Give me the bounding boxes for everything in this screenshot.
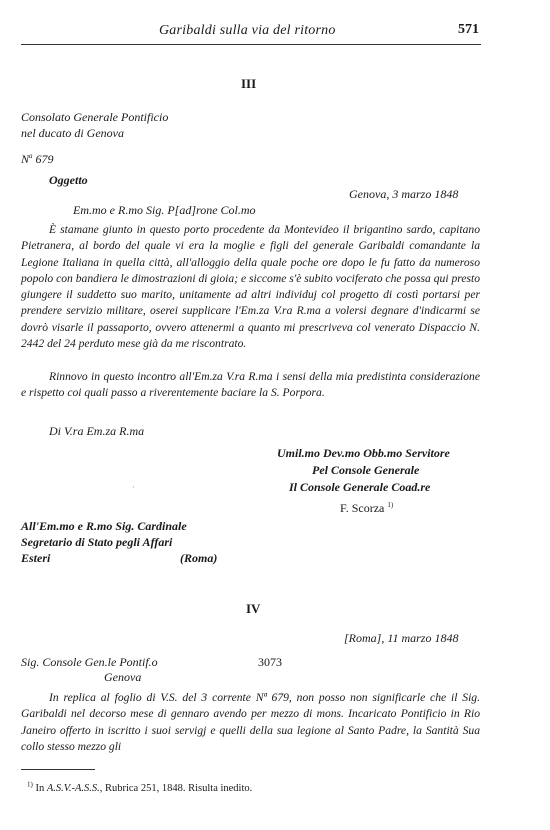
header-rule (21, 44, 481, 45)
protocol-number: 679 (32, 152, 54, 166)
footnote (27, 780, 253, 794)
doc3-signoff-3: Il Console Generale Coad.re (289, 480, 431, 494)
doc3-addressee-place: (Roma) (180, 551, 218, 565)
footnote-marker: 1) (27, 780, 33, 789)
footnote-prefix: In (35, 783, 47, 794)
doc3-closing: Di V.ra Em.za R.ma (49, 424, 145, 438)
doc3-subject-label: Oggetto (49, 173, 88, 187)
doc3-protocol (21, 152, 54, 167)
doc4-protocol: 3073 (258, 655, 282, 669)
doc3-number: III (241, 76, 257, 91)
doc4-body-paragraph: In replica al foglio di V.S. del 3 corrente Nª 679, non posso non significarle che il Sig. Garibaldi nel decorso mese di gennaro avendo per mezzo di mons. Incaricato Pontificio in Rio Janeiro offerto in iscritto i suoi servigj e quelli della sua legione al Santo Padre, la Santità Sua collo stesso mezzo gli (21, 691, 480, 753)
doc3-signoff-2: Pel Console Generale (312, 463, 420, 477)
signature-name: F. Scorza (340, 501, 385, 515)
doc4-number: IV (246, 601, 261, 616)
doc3-addressee-2: Segretario di Stato pegli Affari (21, 535, 173, 549)
doc3-addressee-3: Esteri (21, 551, 51, 565)
footnote-rule (21, 769, 95, 770)
doc3-signature (340, 501, 393, 516)
protocol-prefix: N (21, 152, 30, 166)
doc4-recipient-2: Genova (104, 670, 142, 684)
doc3-salutation: Em.mo e R.mo Sig. P[ad]rone Col.mo (73, 203, 256, 217)
footnote-text: Rubrica 251, 1848. Risulta inedito. (102, 783, 253, 794)
footnote-source: A.S.V.-A.S.S., (46, 783, 103, 794)
doc3-place-date: Genova, 3 marzo 1848 (349, 187, 459, 201)
doc4-recipient-1: Sig. Console Gen.le Pontif.o (21, 655, 158, 669)
doc3-signoff-1: Umil.mo Dev.mo Obb.mo Servitore (277, 446, 450, 460)
doc4-place-date: [Roma], 11 marzo 1848 (344, 631, 459, 645)
doc3-sender-line1: Consolato Generale Pontificio (21, 110, 169, 124)
doc3-body-paragraph-1: È stamane giunto in questo porto procedente da Montevideo il brigantino sardo, capitano Pietranera, al bordo del quale vi era la moglie e figli del generale Garibaldi comandante la Legione Italiana in quella città, all'alloggio della quale poche ore dopo le fu fatto da numeroso popolo con bandiera le dimostrazioni di gioia; e siccome s'è subito vociferato che possa qui presto giungere il suddetto suo marito, unitamente ad altri individuj col progetto di costì portarsi per prendere servizio militare, oserei supplicare l'Em.za V.ra R.ma a volersi degnare d'indicarmi se dovrò visarle il passaporto, ovvero attenermi a quanto mi prescriveva col venerato Dispaccio N. 2442 del 24 perduto mese già da me riscontrato. (21, 223, 480, 351)
doc3-sender-line2: nel ducato di Genova (21, 126, 124, 140)
page-number: 571 (458, 22, 479, 37)
protocol-sup: a (29, 152, 33, 160)
stray-mark: · (132, 483, 135, 492)
footnote-reference: 1) (387, 501, 394, 509)
doc3-addressee-1: All'Em.mo e R.mo Sig. Cardinale (21, 519, 187, 533)
doc3-body-paragraph-2: Rinnovo in questo incontro all'Em.za V.ra R.ma i sensi della mia predistinta considerazione e rispetto coi quali passo a riverentemente baciare la S. Porpora. (21, 370, 480, 400)
running-header-title: Garibaldi sulla via del ritorno (159, 23, 336, 38)
